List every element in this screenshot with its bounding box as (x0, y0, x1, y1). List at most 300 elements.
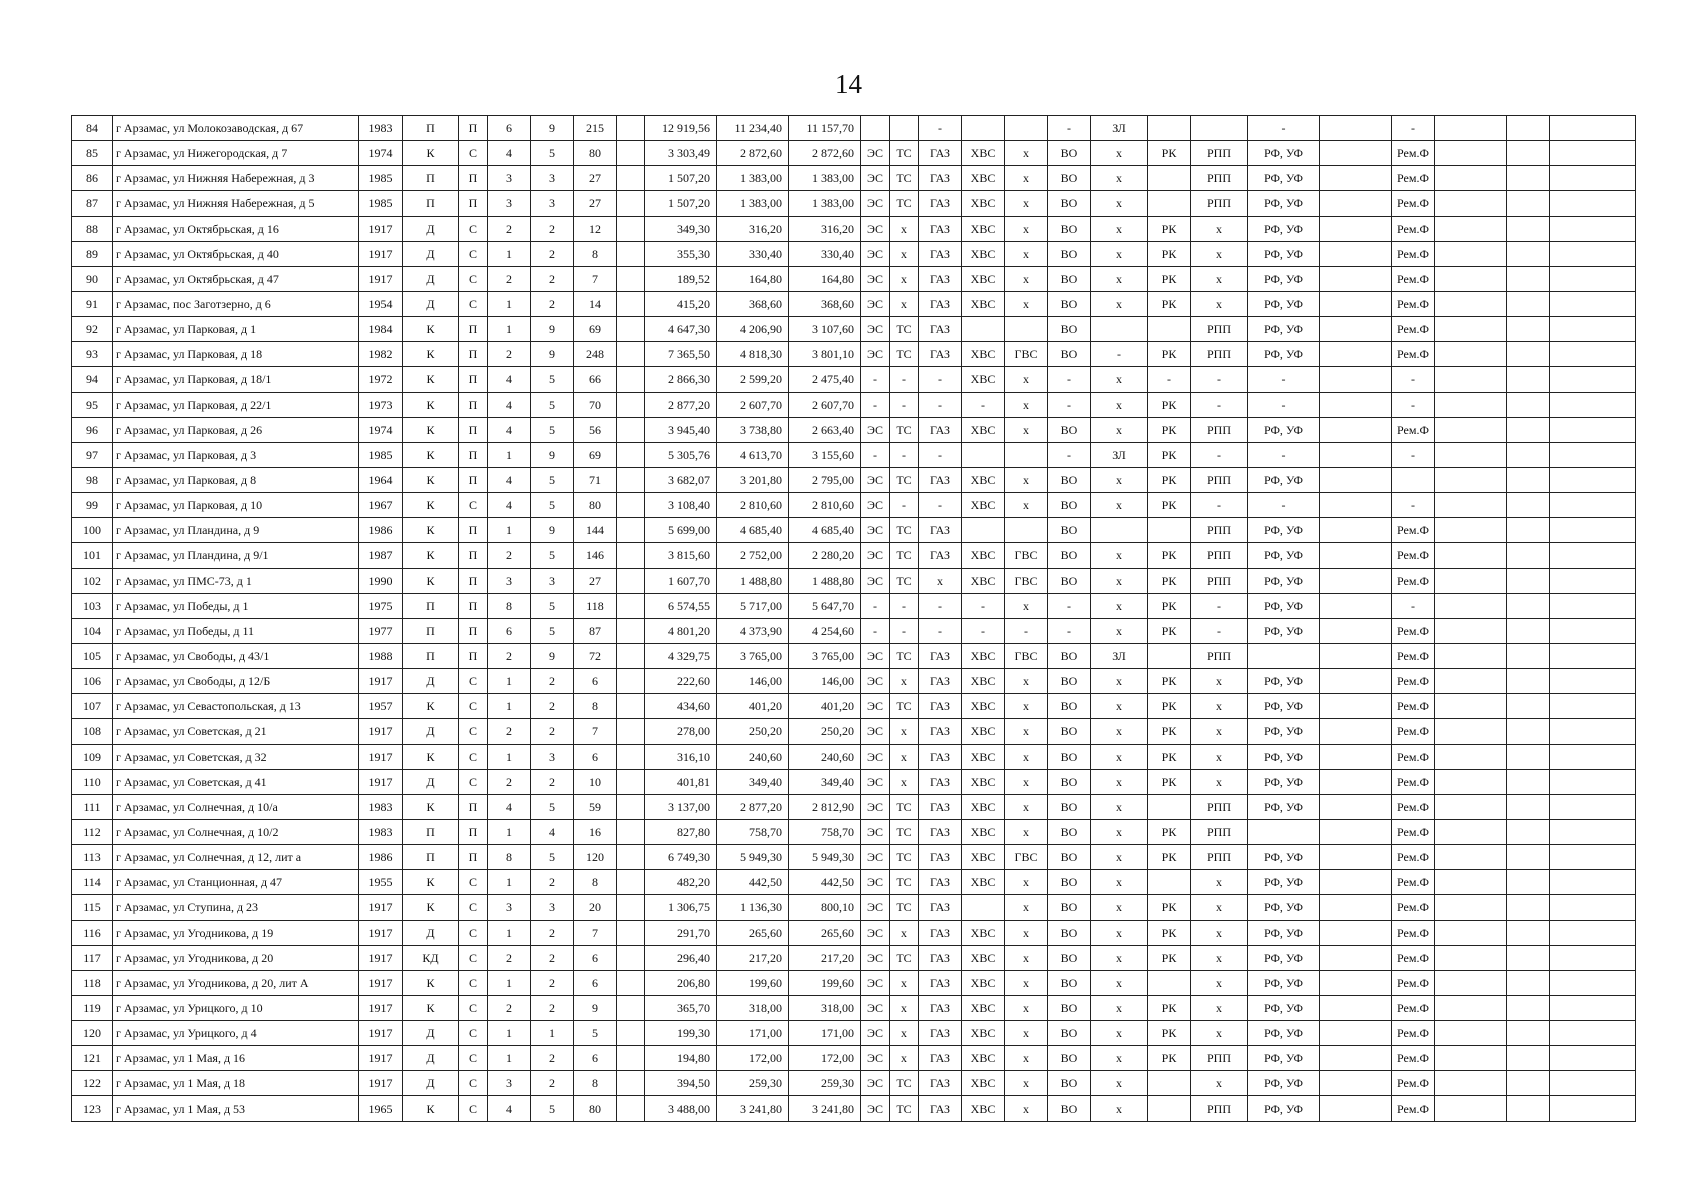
cell-c18: х (1091, 920, 1148, 945)
cell-c5: 6 (488, 116, 531, 141)
cell-cold-water: ХВС (962, 1071, 1005, 1096)
cell-rk: РК (1148, 1046, 1191, 1071)
cell-wall-material: К (403, 367, 459, 392)
cell-address: г Арзамас, ул Советская, д 32 (113, 744, 359, 769)
cell-rem-f: - (1392, 116, 1435, 141)
cell-total-area: 394,50 (645, 1071, 717, 1096)
cell-c22 (1320, 794, 1392, 819)
cell-gas: ГАЗ (919, 216, 962, 241)
cell-c8 (617, 518, 645, 543)
cell-rf-uf: РФ, УФ (1248, 694, 1320, 719)
cell-floors: 5 (531, 794, 574, 819)
cell-c18: х (1091, 995, 1148, 1020)
cell-floors: 2 (531, 216, 574, 241)
cell-area-3: 2 812,90 (789, 794, 861, 819)
cell-year-built: 1986 (359, 518, 403, 543)
cell-c24 (1435, 367, 1507, 392)
table-row (72, 945, 1636, 970)
cell-heating: ТС (890, 945, 919, 970)
cell-row-number: 113 (72, 845, 113, 870)
cell-floors: 9 (531, 442, 574, 467)
cell-rpp: РПП (1191, 467, 1248, 492)
cell-electric: ЭС (861, 920, 890, 945)
cell-heating: ТС (890, 895, 919, 920)
cell-year-built: 1917 (359, 719, 403, 744)
cell-gas: ГАЗ (919, 417, 962, 442)
cell-heating: х (890, 1021, 919, 1046)
cell-rf-uf: РФ, УФ (1248, 166, 1320, 191)
cell-c22 (1320, 568, 1392, 593)
cell-total-area: 434,60 (645, 694, 717, 719)
cell-year-built: 1917 (359, 266, 403, 291)
cell-c22 (1320, 191, 1392, 216)
cell-cold-water: ХВС (962, 945, 1005, 970)
cell-address: г Арзамас, ул Солнечная, д 12, лит а (113, 845, 359, 870)
cell-c25 (1507, 1096, 1550, 1121)
cell-c22 (1320, 1096, 1392, 1121)
cell-gas: ГАЗ (919, 794, 962, 819)
cell-address: г Арзамас, ул Победы, д 11 (113, 618, 359, 643)
cell-apartments: 20 (574, 895, 617, 920)
cell-rk: РК (1148, 493, 1191, 518)
cell-c5: 2 (488, 643, 531, 668)
cell-heating: х (890, 970, 919, 995)
cell-rk: РК (1148, 769, 1191, 794)
cell-apartments: 8 (574, 694, 617, 719)
cell-electric: ЭС (861, 417, 890, 442)
cell-heating: ТС (890, 166, 919, 191)
cell-row-number: 98 (72, 467, 113, 492)
cell-hot-water (1005, 317, 1048, 342)
cell-wall-material: К (403, 794, 459, 819)
cell-heating: ТС (890, 342, 919, 367)
cell-cold-water: ХВС (962, 970, 1005, 995)
cell-address: г Арзамас, ул 1 Мая, д 53 (113, 1096, 359, 1121)
cell-c4: С (459, 241, 488, 266)
cell-floors: 5 (531, 367, 574, 392)
cell-c25 (1507, 1021, 1550, 1046)
cell-living-area: 349,40 (717, 769, 789, 794)
cell-year-built: 1955 (359, 870, 403, 895)
cell-rpp: х (1191, 945, 1248, 970)
cell-c8 (617, 241, 645, 266)
cell-rk: РК (1148, 694, 1191, 719)
cell-apartments: 144 (574, 518, 617, 543)
cell-rk (1148, 970, 1191, 995)
table-row (72, 744, 1636, 769)
cell-sewerage: ВО (1048, 1096, 1091, 1121)
cell-year-built: 1973 (359, 392, 403, 417)
cell-rf-uf: РФ, УФ (1248, 945, 1320, 970)
cell-year-built: 1917 (359, 970, 403, 995)
cell-c4: П (459, 317, 488, 342)
table-row (72, 493, 1636, 518)
cell-area-3: 330,40 (789, 241, 861, 266)
cell-living-area: 199,60 (717, 970, 789, 995)
cell-cold-water (962, 442, 1005, 467)
cell-c5: 2 (488, 719, 531, 744)
cell-rf-uf: РФ, УФ (1248, 1071, 1320, 1096)
cell-c4: С (459, 895, 488, 920)
cell-address: г Арзамас, ул Нижняя Набережная, д 3 (113, 166, 359, 191)
cell-cold-water: ХВС (962, 1021, 1005, 1046)
cell-c4: С (459, 920, 488, 945)
cell-address: г Арзамас, ул Советская, д 41 (113, 769, 359, 794)
cell-area-3: 758,70 (789, 819, 861, 844)
cell-hot-water: х (1005, 694, 1048, 719)
cell-c5: 4 (488, 493, 531, 518)
cell-electric: ЭС (861, 291, 890, 316)
cell-living-area: 1 383,00 (717, 166, 789, 191)
cell-c4: С (459, 1096, 488, 1121)
cell-apartments: 6 (574, 744, 617, 769)
cell-c25 (1507, 643, 1550, 668)
cell-c26 (1550, 769, 1636, 794)
table-row (72, 1046, 1636, 1071)
cell-total-area: 827,80 (645, 819, 717, 844)
cell-c8 (617, 945, 645, 970)
cell-row-number: 116 (72, 920, 113, 945)
cell-electric: ЭС (861, 141, 890, 166)
cell-rem-f: Рем.Ф (1392, 166, 1435, 191)
cell-rem-f: Рем.Ф (1392, 216, 1435, 241)
cell-rf-uf: РФ, УФ (1248, 568, 1320, 593)
cell-rf-uf: РФ, УФ (1248, 1046, 1320, 1071)
table-row (72, 769, 1636, 794)
cell-c5: 2 (488, 342, 531, 367)
cell-c24 (1435, 845, 1507, 870)
cell-c8 (617, 593, 645, 618)
cell-hot-water: х (1005, 467, 1048, 492)
cell-c25 (1507, 819, 1550, 844)
cell-c22 (1320, 920, 1392, 945)
cell-sewerage: ВО (1048, 669, 1091, 694)
cell-address: г Арзамас, ул Солнечная, д 10/2 (113, 819, 359, 844)
cell-c18: х (1091, 543, 1148, 568)
cell-apartments: 87 (574, 618, 617, 643)
cell-living-area: 217,20 (717, 945, 789, 970)
cell-c8 (617, 543, 645, 568)
cell-living-area: 401,20 (717, 694, 789, 719)
cell-c24 (1435, 769, 1507, 794)
cell-total-area: 2 877,20 (645, 392, 717, 417)
cell-rk: РК (1148, 920, 1191, 945)
cell-c26 (1550, 895, 1636, 920)
cell-gas: х (919, 568, 962, 593)
cell-living-area: 2 877,20 (717, 794, 789, 819)
cell-heating (890, 116, 919, 141)
cell-c18: х (1091, 417, 1148, 442)
cell-row-number: 117 (72, 945, 113, 970)
cell-address: г Арзамас, ул Молокозаводская, д 67 (113, 116, 359, 141)
cell-wall-material: К (403, 141, 459, 166)
cell-apartments: 118 (574, 593, 617, 618)
cell-sewerage: ВО (1048, 493, 1091, 518)
cell-cold-water (962, 895, 1005, 920)
cell-year-built: 1967 (359, 493, 403, 518)
cell-c5: 4 (488, 141, 531, 166)
cell-electric: ЭС (861, 719, 890, 744)
cell-floors: 5 (531, 392, 574, 417)
cell-floors: 3 (531, 744, 574, 769)
cell-sewerage: ВО (1048, 1046, 1091, 1071)
cell-c24 (1435, 794, 1507, 819)
cell-c26 (1550, 141, 1636, 166)
cell-c22 (1320, 694, 1392, 719)
cell-row-number: 105 (72, 643, 113, 668)
cell-apartments: 8 (574, 1071, 617, 1096)
cell-c25 (1507, 216, 1550, 241)
cell-rk: РК (1148, 945, 1191, 970)
cell-c25 (1507, 442, 1550, 467)
cell-wall-material: П (403, 593, 459, 618)
cell-hot-water: х (1005, 1046, 1048, 1071)
cell-address: г Арзамас, ул Парковая, д 18 (113, 342, 359, 367)
cell-area-3: 3 107,60 (789, 317, 861, 342)
cell-sewerage: ВО (1048, 970, 1091, 995)
cell-row-number: 115 (72, 895, 113, 920)
cell-gas: ГАЗ (919, 719, 962, 744)
cell-address: г Арзамас, ул Пландина, д 9/1 (113, 543, 359, 568)
cell-year-built: 1983 (359, 819, 403, 844)
cell-rpp: - (1191, 618, 1248, 643)
cell-hot-water: х (1005, 493, 1048, 518)
cell-c4: П (459, 166, 488, 191)
cell-electric: - (861, 367, 890, 392)
cell-area-3: 11 157,70 (789, 116, 861, 141)
table-row (72, 970, 1636, 995)
cell-electric: ЭС (861, 241, 890, 266)
cell-row-number: 111 (72, 794, 113, 819)
cell-sewerage: ВО (1048, 769, 1091, 794)
cell-rem-f: Рем.Ф (1392, 291, 1435, 316)
cell-c22 (1320, 467, 1392, 492)
cell-heating: х (890, 995, 919, 1020)
cell-c5: 8 (488, 845, 531, 870)
cell-c26 (1550, 291, 1636, 316)
cell-sewerage: - (1048, 618, 1091, 643)
cell-living-area: 4 685,40 (717, 518, 789, 543)
cell-total-area: 3 303,49 (645, 141, 717, 166)
cell-year-built: 1917 (359, 769, 403, 794)
cell-address: г Арзамас, ул Угодникова, д 20, лит А (113, 970, 359, 995)
cell-c22 (1320, 618, 1392, 643)
cell-apartments: 70 (574, 392, 617, 417)
cell-sewerage: ВО (1048, 141, 1091, 166)
cell-c26 (1550, 945, 1636, 970)
cell-gas: ГАЗ (919, 291, 962, 316)
cell-sewerage: ВО (1048, 191, 1091, 216)
cell-heating: ТС (890, 643, 919, 668)
cell-c26 (1550, 669, 1636, 694)
cell-rem-f: Рем.Ф (1392, 417, 1435, 442)
cell-c5: 1 (488, 518, 531, 543)
cell-rf-uf: РФ, УФ (1248, 593, 1320, 618)
cell-c5: 1 (488, 870, 531, 895)
cell-electric: ЭС (861, 342, 890, 367)
cell-c5: 1 (488, 317, 531, 342)
cell-c8 (617, 493, 645, 518)
cell-rem-f: Рем.Ф (1392, 945, 1435, 970)
cell-total-area: 3 815,60 (645, 543, 717, 568)
cell-c26 (1550, 367, 1636, 392)
cell-row-number: 86 (72, 166, 113, 191)
cell-c8 (617, 116, 645, 141)
cell-area-3: 146,00 (789, 669, 861, 694)
cell-cold-water: ХВС (962, 719, 1005, 744)
cell-c18 (1091, 317, 1148, 342)
cell-c22 (1320, 518, 1392, 543)
cell-living-area: 172,00 (717, 1046, 789, 1071)
cell-area-3: 2 475,40 (789, 367, 861, 392)
cell-area-3: 442,50 (789, 870, 861, 895)
cell-rem-f: Рем.Ф (1392, 241, 1435, 266)
cell-c26 (1550, 719, 1636, 744)
cell-c18: х (1091, 744, 1148, 769)
cell-c4: П (459, 442, 488, 467)
cell-electric: ЭС (861, 794, 890, 819)
cell-rem-f: - (1392, 593, 1435, 618)
cell-c5: 4 (488, 467, 531, 492)
cell-wall-material: КД (403, 945, 459, 970)
cell-year-built: 1917 (359, 995, 403, 1020)
cell-c4: С (459, 744, 488, 769)
cell-c26 (1550, 1071, 1636, 1096)
cell-electric: ЭС (861, 1071, 890, 1096)
cell-c22 (1320, 744, 1392, 769)
cell-rpp: РПП (1191, 518, 1248, 543)
cell-rf-uf: РФ, УФ (1248, 794, 1320, 819)
cell-floors: 3 (531, 895, 574, 920)
cell-floors: 9 (531, 317, 574, 342)
cell-electric: ЭС (861, 769, 890, 794)
cell-year-built: 1983 (359, 794, 403, 819)
cell-c22 (1320, 116, 1392, 141)
cell-gas: ГАЗ (919, 769, 962, 794)
cell-year-built: 1965 (359, 1096, 403, 1121)
cell-hot-water: х (1005, 995, 1048, 1020)
cell-wall-material: К (403, 694, 459, 719)
register-body (72, 116, 1636, 1122)
cell-heating: - (890, 367, 919, 392)
table-row (72, 141, 1636, 166)
cell-c4: П (459, 845, 488, 870)
cell-row-number: 109 (72, 744, 113, 769)
cell-total-area: 349,30 (645, 216, 717, 241)
cell-hot-water: х (1005, 266, 1048, 291)
cell-rk (1148, 518, 1191, 543)
cell-gas: ГАЗ (919, 845, 962, 870)
cell-hot-water (1005, 116, 1048, 141)
cell-c4: П (459, 342, 488, 367)
cell-address: г Арзамас, ул Нижегородская, д 7 (113, 141, 359, 166)
cell-c25 (1507, 291, 1550, 316)
cell-c5: 8 (488, 593, 531, 618)
cell-total-area: 6 749,30 (645, 845, 717, 870)
cell-address: г Арзамас, ул Октябрьская, д 40 (113, 241, 359, 266)
cell-rem-f: Рем.Ф (1392, 995, 1435, 1020)
cell-gas: ГАЗ (919, 543, 962, 568)
cell-c18: х (1091, 593, 1148, 618)
cell-hot-water: х (1005, 769, 1048, 794)
cell-c5: 1 (488, 694, 531, 719)
cell-wall-material: К (403, 744, 459, 769)
cell-apartments: 27 (574, 191, 617, 216)
cell-c8 (617, 794, 645, 819)
cell-c5: 3 (488, 568, 531, 593)
cell-c5: 1 (488, 1021, 531, 1046)
cell-hot-water: х (1005, 367, 1048, 392)
cell-c4: П (459, 618, 488, 643)
cell-gas: ГАЗ (919, 945, 962, 970)
cell-c24 (1435, 116, 1507, 141)
cell-living-area: 318,00 (717, 995, 789, 1020)
cell-hot-water: ГВС (1005, 568, 1048, 593)
cell-year-built: 1974 (359, 141, 403, 166)
cell-cold-water: ХВС (962, 191, 1005, 216)
cell-c26 (1550, 794, 1636, 819)
cell-rpp: х (1191, 920, 1248, 945)
cell-c4: П (459, 819, 488, 844)
cell-living-area: 4 613,70 (717, 442, 789, 467)
cell-c26 (1550, 342, 1636, 367)
cell-c5: 1 (488, 744, 531, 769)
cell-c4: П (459, 467, 488, 492)
cell-rf-uf: РФ, УФ (1248, 920, 1320, 945)
cell-apartments: 12 (574, 216, 617, 241)
cell-sewerage: ВО (1048, 845, 1091, 870)
cell-year-built: 1977 (359, 618, 403, 643)
cell-c18: х (1091, 568, 1148, 593)
cell-address: г Арзамас, ул Свободы, д 43/1 (113, 643, 359, 668)
cell-wall-material: П (403, 845, 459, 870)
cell-floors: 4 (531, 819, 574, 844)
cell-living-area: 2 599,20 (717, 367, 789, 392)
cell-total-area: 3 488,00 (645, 1096, 717, 1121)
cell-heating: - (890, 593, 919, 618)
cell-rem-f: Рем.Ф (1392, 568, 1435, 593)
cell-c25 (1507, 945, 1550, 970)
cell-c26 (1550, 266, 1636, 291)
cell-c4: П (459, 568, 488, 593)
cell-c24 (1435, 870, 1507, 895)
cell-c5: 2 (488, 543, 531, 568)
cell-living-area: 240,60 (717, 744, 789, 769)
cell-cold-water: ХВС (962, 467, 1005, 492)
cell-apartments: 6 (574, 669, 617, 694)
cell-wall-material: П (403, 643, 459, 668)
cell-living-area: 2 872,60 (717, 141, 789, 166)
cell-electric: ЭС (861, 643, 890, 668)
cell-rpp: х (1191, 744, 1248, 769)
cell-address: г Арзамас, ул Угодникова, д 20 (113, 945, 359, 970)
cell-gas: ГАЗ (919, 970, 962, 995)
cell-heating: ТС (890, 1071, 919, 1096)
cell-rpp: РПП (1191, 543, 1248, 568)
cell-gas: ГАЗ (919, 166, 962, 191)
cell-c4: П (459, 643, 488, 668)
cell-c22 (1320, 1021, 1392, 1046)
cell-c4: П (459, 392, 488, 417)
cell-c25 (1507, 794, 1550, 819)
cell-wall-material: Д (403, 769, 459, 794)
cell-c24 (1435, 895, 1507, 920)
cell-c22 (1320, 1071, 1392, 1096)
cell-c26 (1550, 518, 1636, 543)
cell-c4: П (459, 794, 488, 819)
cell-total-area: 12 919,56 (645, 116, 717, 141)
cell-apartments: 56 (574, 417, 617, 442)
